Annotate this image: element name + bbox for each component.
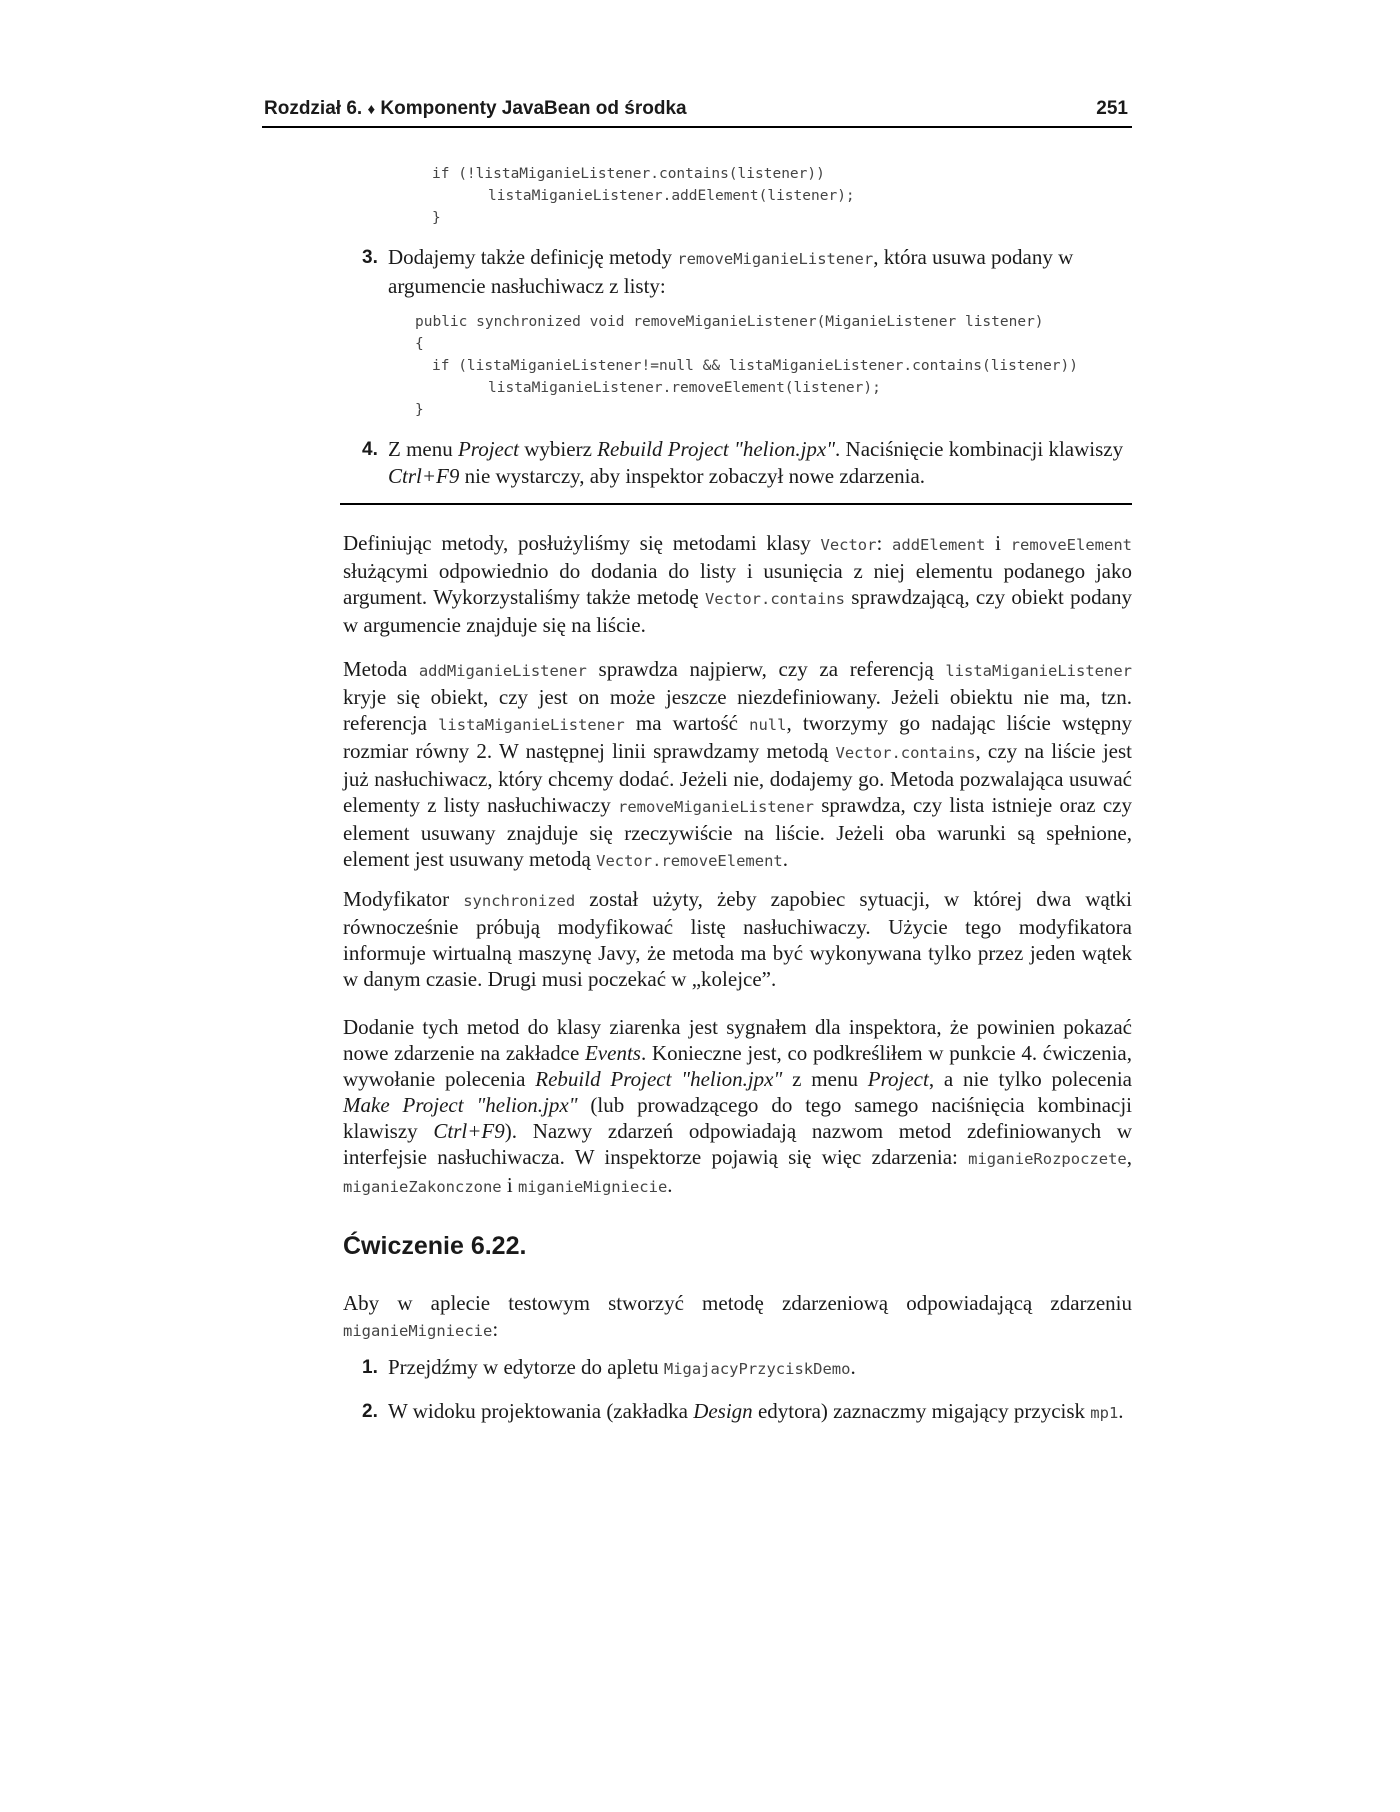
section-divider — [340, 503, 1132, 505]
code-line: if (listaMiganieListener!=null && listaMiganieListener.contains(listener)) — [432, 358, 1079, 374]
paragraph: Dodanie tych metod do klasy ziarenka jest sygnałem dla inspektora, że powinien pokazać nowe zdarzenie na zakładce Events. Konieczne jest, co podkreśliłem w punkcie 4. ćwiczenia, wywołanie polecenia Rebuild Project "helion.jpx" z menu Project, a nie tylko polecenia Make Project "helion.jpx" (lub prowadzącego do tego samego naciśnięcia kombinacji klawiszy Ctrl+F9). Nazwy zdarzeń odpowiadają nazwom metod zdefiniowanych w interfejsie nasłuchiwacza. W inspektorze pojawią się więc zdarzenia: miganieRozpoczete, miganieZakonczone i miganieMigniecie. — [343, 1015, 1133, 1197]
diamond-icon: ♦ — [367, 101, 376, 118]
paragraph: Modyfikator synchronized został użyty, żeby zapobiec sytuacji, w której dwa wątki równocześnie próbują modyfikować listę nasłuchiwaczy. Użycie tego modyfikatora informuje wirtualną maszynę Javy, że metoda ma być wykonywana tylko przez jeden wątek w danym czasie. Drugi musi poczekać w „kolejce”. — [343, 887, 1132, 991]
chapter-title: Rozdział 6. ♦ Komponenty JavaBean od środka — [264, 98, 687, 119]
exercise-heading: Ćwiczenie 6.22. — [343, 1232, 527, 1260]
code-line: listaMiganieListener.removeElement(listener); — [488, 380, 881, 396]
step-3 — [362, 244, 1132, 300]
step-2 — [362, 1398, 1132, 1427]
paragraph: Aby w aplecie testowym stworzyć metodę zdarzeniową odpowiadającą zdarzeniu miganieMigniecie: — [343, 1291, 1132, 1341]
code-line: listaMiganieListener.addElement(listener); — [488, 188, 855, 204]
paragraph: Definiując metody, posłużyliśmy się metodami klasy Vector: addElement i removeElement służącymi odpowiednio do dodania do listy i usunięcia z niej elementu podanego jako argument. Wykorzystaliśmy także metodę Vector.contains sprawdzającą, czy obiekt podany w argumencie znajduje się na liście. — [343, 531, 1132, 637]
step-text: Z menu Project wybierz Rebuild Project "helion.jpx". Naciśnięcie kombinacji klawiszy Ctrl+F9 nie wystarczy, aby inspektor zobaczył nowe zdarzenia. — [388, 437, 1124, 488]
page-number: 251 — [1096, 98, 1128, 119]
code-line: { — [415, 336, 424, 352]
step-4 — [362, 436, 1132, 490]
code-line: } — [432, 210, 441, 226]
step-number: 2. — [362, 1401, 378, 1422]
page-header — [262, 98, 1132, 128]
step-text: Dodajemy także definicję metody removeMiganieListener, która usuwa podany w argumencie nasłuchiwacz z listy: — [388, 245, 1074, 298]
step-text: W widoku projektowania (zakładka Design edytora) zaznaczmy migający przycisk mp1. — [388, 1399, 1124, 1423]
step-1 — [362, 1354, 1132, 1383]
step-number: 3. — [362, 247, 378, 268]
code-line: } — [415, 402, 424, 418]
step-text: Przejdźmy w edytorze do apletu MigajacyPrzyciskDemo. — [388, 1355, 856, 1379]
step-number: 1. — [362, 1357, 378, 1378]
code-line: if (!listaMiganieListener.contains(listener)) — [432, 166, 825, 182]
paragraph: Metoda addMiganieListener sprawdza najpierw, czy za referencją listaMiganieListener kryje się obiekt, czy jest on może jeszcze niezdefiniowany. Jeżeli obiektu nie ma, tzn. referencja listaMiganieListener ma wartość null, tworzymy go nadając liście wstępny rozmiar równy 2. W następnej linii sprawdzamy metodą Vector.contains, czy na liście jest już nasłuchiwacz, który chcemy dodać. Jeżeli nie, dodajemy go. Metoda pozwalająca usuwać elementy z listy nasłuchiwaczy removeMiganieListener sprawdza, czy lista istnieje oraz czy element usuwany znajduje się rzeczywiście na liście. Jeżeli oba warunki są spełnione, element jest usuwany metodą Vector.removeElement. — [343, 657, 1133, 871]
code-line: public synchronized void removeMiganieListener(MiganieListener listener) — [415, 314, 1044, 330]
step-number: 4. — [362, 439, 378, 460]
